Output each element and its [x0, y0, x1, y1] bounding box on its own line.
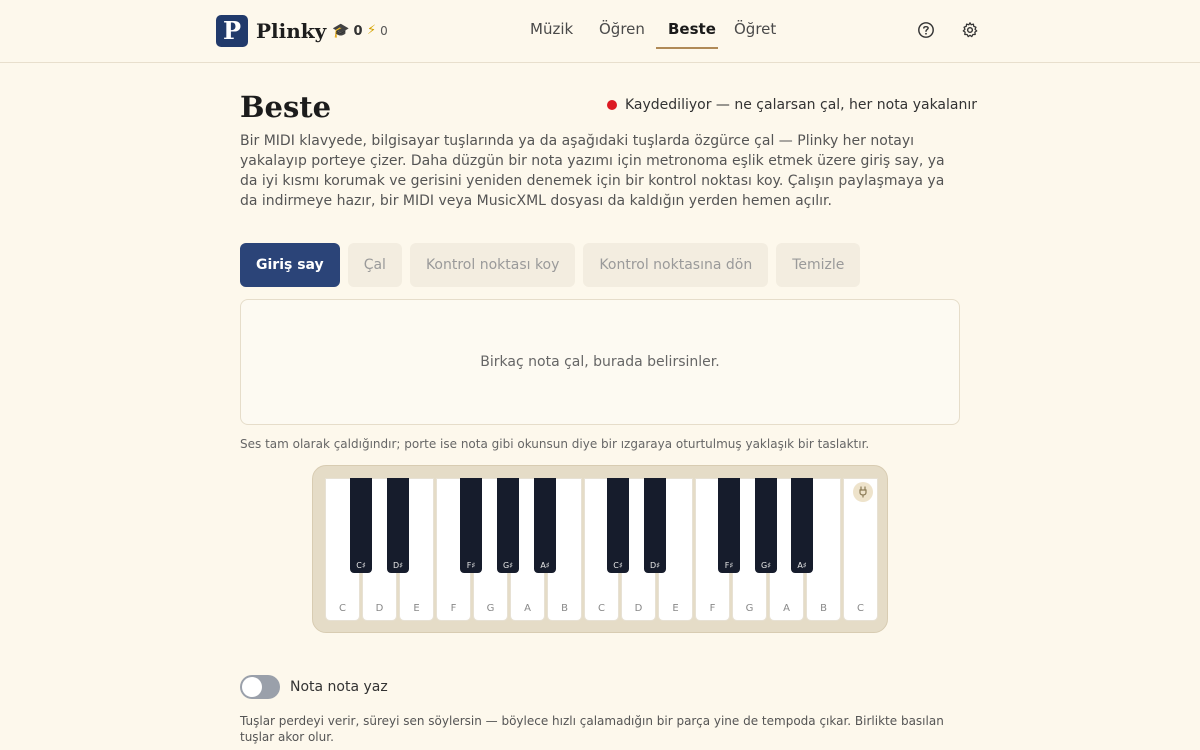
key-label: C [598, 603, 605, 614]
key-label: C [857, 603, 864, 614]
plug-icon-glyph [857, 486, 869, 498]
intro-text: Bir MIDI klavyede, bilgisayar tuşlarında ya da aşağıdaki tuşlarda özgürce çal — Plinky her notayı yakalayıp porteye çizer. Daha düzgün bir nota yazımı için metronoma eşlik etmek üzere giriş say, ya da iyi kısmı korumak ve gerisini yeniden denemek için bir kontrol noktası koy. Çalışın paylaşmaya ya da indirmeye hazır, bir MIDI veya MusicXML dosyası da kaldığın yerden hemen açılır. [240, 133, 945, 209]
key-label: E [413, 603, 420, 614]
key-label: D [634, 603, 643, 614]
return-checkpoint-button[interactable]: Kontrol noktasına dön [583, 243, 768, 287]
key-label: B [820, 603, 827, 614]
nav-item-ogren[interactable]: Öğren [599, 20, 645, 38]
piano-black-key[interactable] [460, 478, 482, 573]
nav-item-ogret[interactable]: Öğret [734, 20, 777, 38]
toolbar [240, 243, 860, 287]
key-label: G♯ [760, 561, 772, 570]
key-label: C♯ [356, 561, 366, 570]
staff-hint: Ses tam olarak çaldığındır; porte ise nota gibi okunsun diye bir ızgaraya oturtulmuş yaklaşık bir taslaktır. [240, 437, 870, 451]
top-bar [0, 0, 1200, 63]
streak-count: 0 [380, 23, 388, 38]
logo-icon[interactable] [216, 15, 248, 47]
piano-black-key[interactable] [791, 478, 813, 573]
lightning-icon: ⚡ [367, 23, 377, 38]
key-label: F♯ [466, 561, 476, 570]
note-mode-label: Nota nota yaz [290, 679, 388, 695]
key-label: F [709, 603, 716, 614]
key-label: B [561, 603, 568, 614]
key-label: D♯ [392, 561, 404, 570]
key-label: D♯ [649, 561, 661, 570]
key-label: A♯ [797, 561, 807, 570]
key-label: E [672, 603, 679, 614]
piano-black-key[interactable] [718, 478, 740, 573]
piano-black-key[interactable] [534, 478, 556, 573]
key-label: C [339, 603, 346, 614]
logo-letter: P [222, 15, 242, 45]
key-label: F [450, 603, 457, 614]
app-name[interactable]: Plinky [256, 19, 327, 43]
key-label: A [783, 603, 790, 614]
key-label: A [524, 603, 531, 614]
page-title: Beste [240, 90, 332, 124]
recording-dot-icon [607, 100, 617, 110]
staff-placeholder: Birkaç nota çal, burada belirsinler. [480, 354, 720, 370]
plug-icon[interactable] [853, 482, 873, 502]
xp-count: 0 [353, 23, 363, 39]
key-label: D [375, 603, 384, 614]
recording-status-text: Kaydediliyor — ne çalarsan çal, her nota yakalanır [625, 97, 978, 113]
key-label: G [745, 603, 754, 614]
nav-active-indicator [656, 47, 718, 49]
note-mode-hint: Tuşlar perdeyi verir, süreyi sen söylersin — böylece hızlı çalamadığın bir parça yine de tempoda çıkar. Birlikte basılan tuşlar akor olur. [240, 714, 944, 744]
key-label: A♯ [540, 561, 550, 570]
piano-keyboard [312, 465, 888, 633]
key-label: F♯ [724, 561, 734, 570]
piano-black-key[interactable] [644, 478, 666, 573]
toggle-knob [242, 677, 262, 697]
key-label: G♯ [502, 561, 514, 570]
staff-area [240, 299, 960, 425]
set-checkpoint-button[interactable]: Kontrol noktası koy [410, 243, 575, 287]
piano-black-key[interactable] [387, 478, 409, 573]
nav-item-beste[interactable]: Beste [668, 20, 716, 38]
play-button[interactable]: Çal [348, 243, 402, 287]
nav-item-muzik[interactable]: Müzik [530, 20, 574, 38]
key-label: C♯ [613, 561, 623, 570]
key-label: G [486, 603, 495, 614]
xp-stat [332, 23, 362, 39]
graduation-cap-icon: 🎓 [332, 23, 350, 39]
piano-black-key[interactable] [497, 478, 519, 573]
help-circle-icon[interactable] [917, 21, 935, 39]
streak-stat [367, 23, 388, 38]
clear-button[interactable]: Temizle [776, 243, 860, 287]
piano-black-key[interactable] [755, 478, 777, 573]
note-mode-toggle[interactable] [240, 675, 280, 699]
gear-icon[interactable] [961, 21, 979, 39]
piano-black-key[interactable] [350, 478, 372, 573]
piano-black-key[interactable] [607, 478, 629, 573]
recording-status [607, 97, 977, 113]
count-in-button[interactable]: Giriş say [240, 243, 340, 287]
